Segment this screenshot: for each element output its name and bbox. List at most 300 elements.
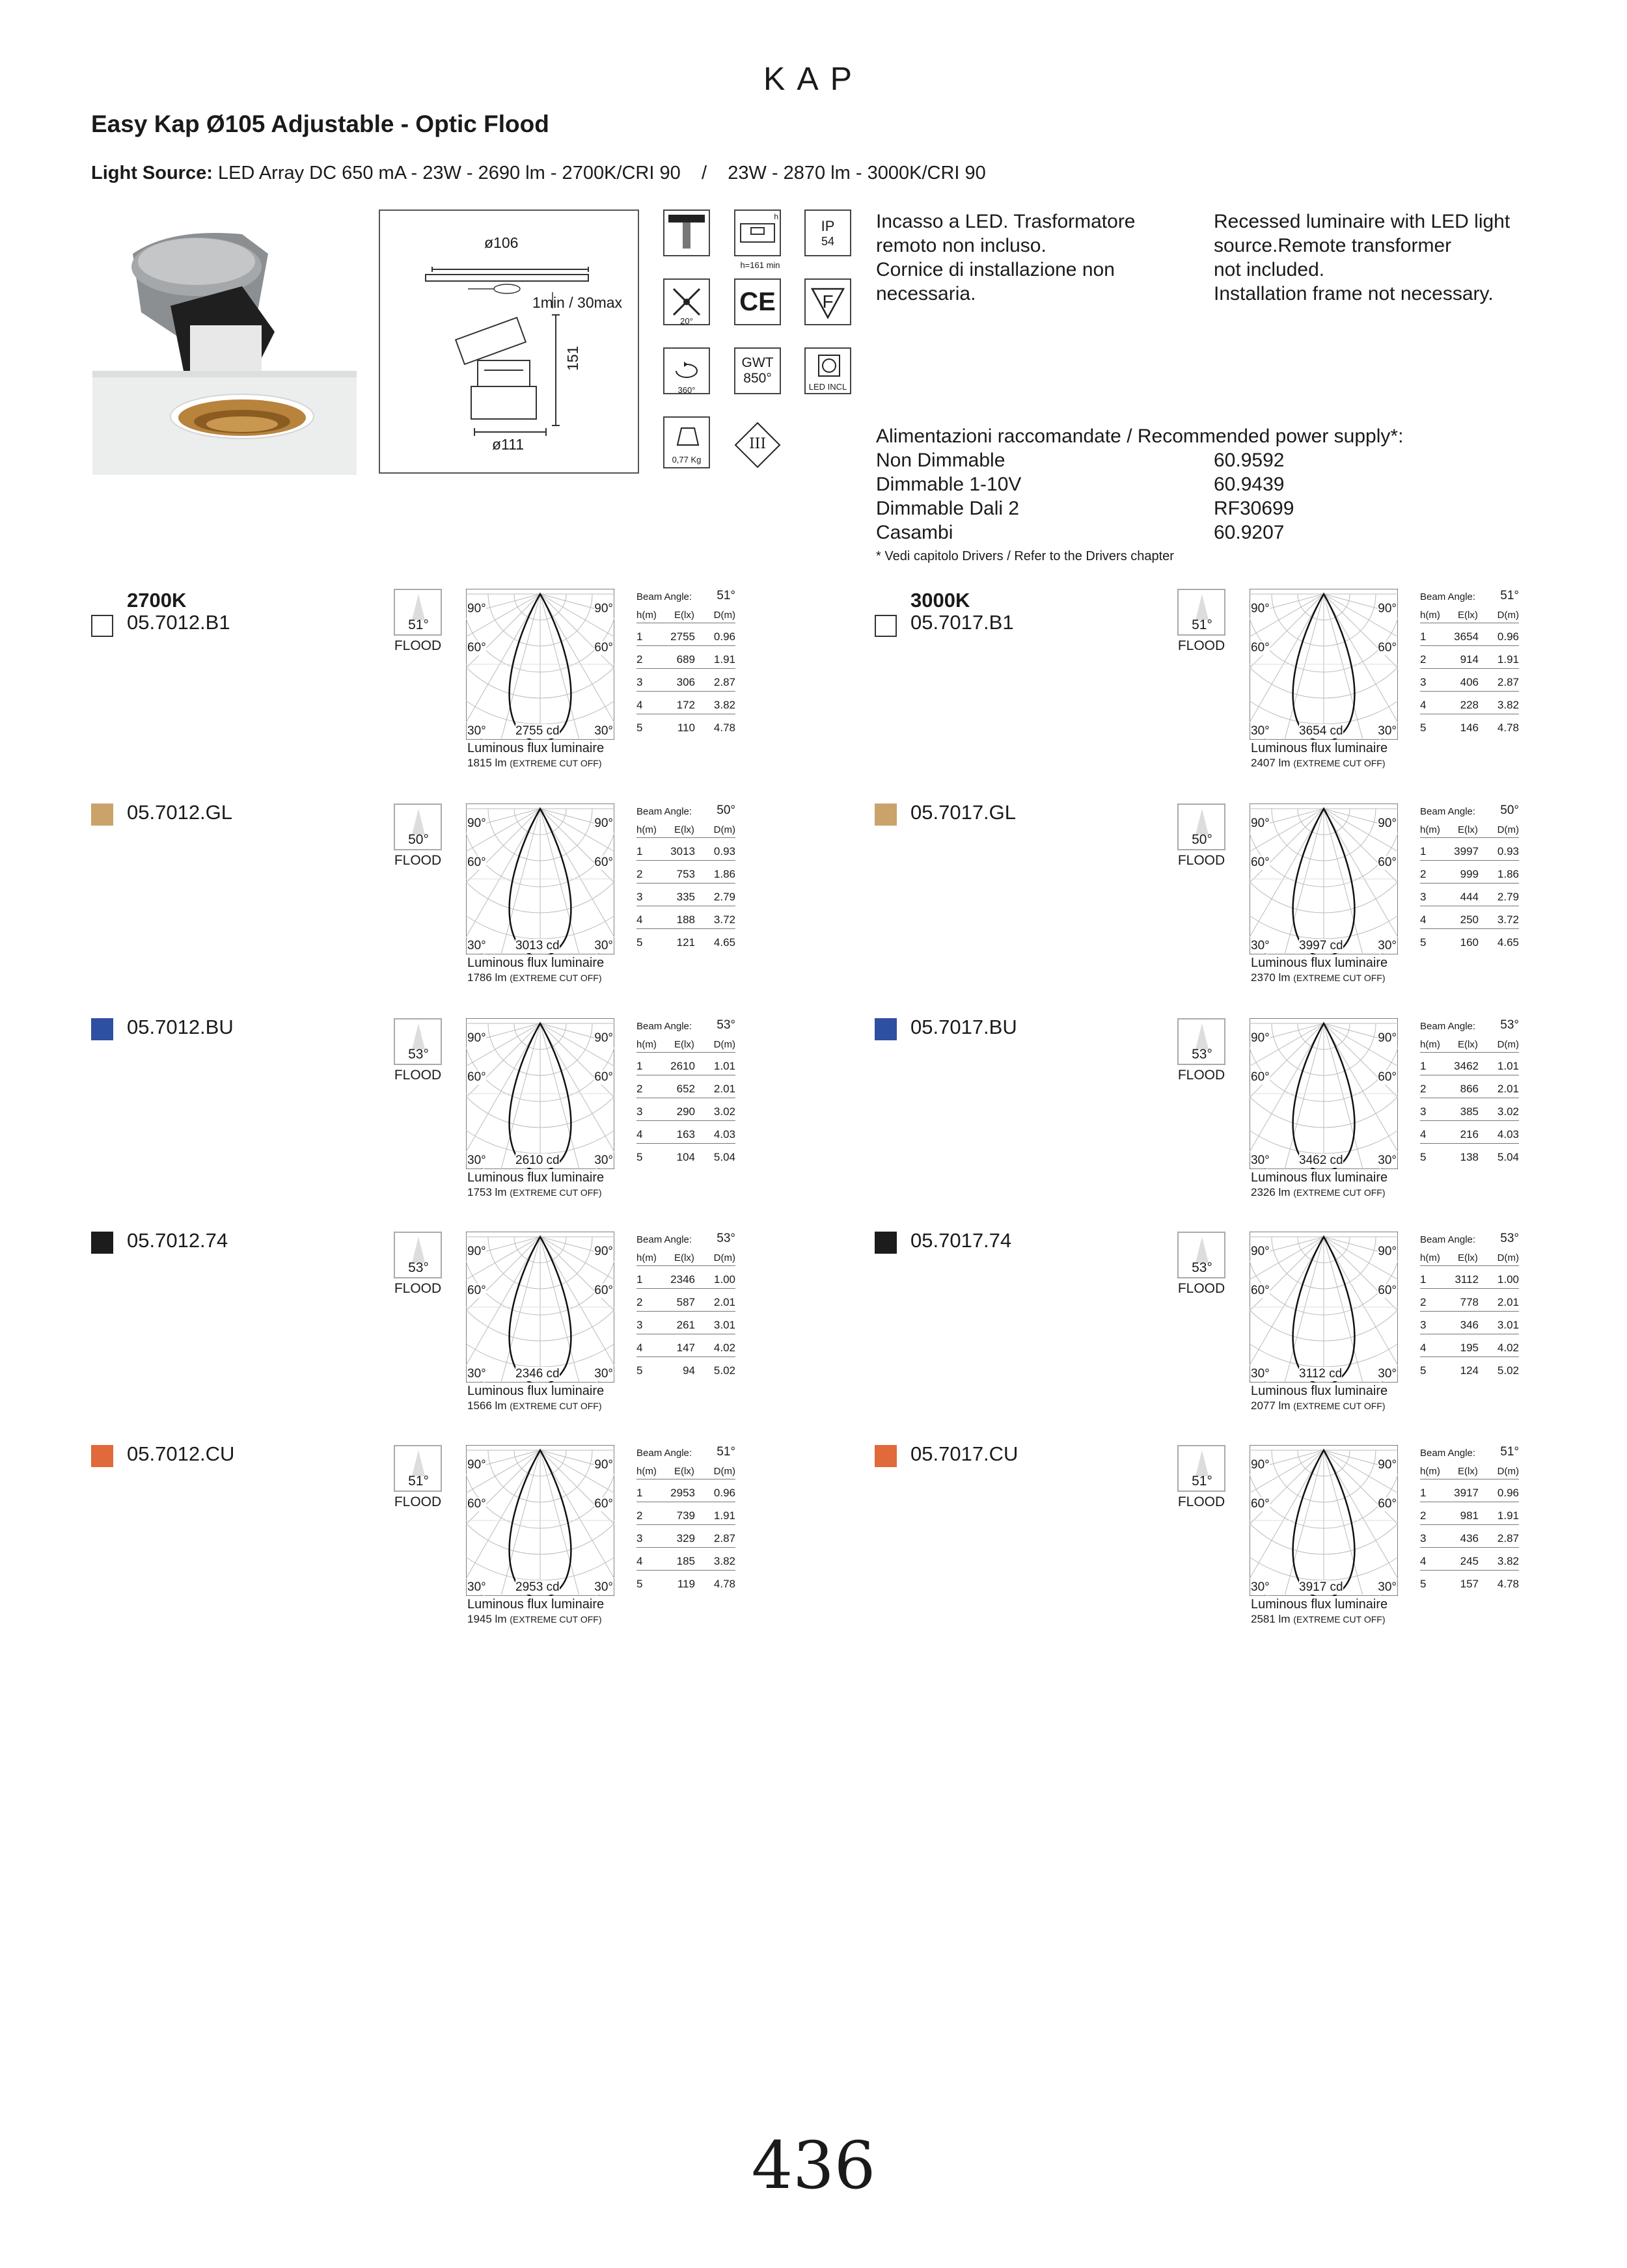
- cell-height: 1: [1420, 1060, 1427, 1072]
- polar-diagram: [1250, 1018, 1398, 1169]
- polar-diagram: [466, 1445, 614, 1596]
- luminous-flux-lm: 2326 lm: [1251, 1186, 1294, 1198]
- peak-intensity: 2755 cd: [515, 724, 560, 738]
- polar-angle-label: 60°: [594, 856, 613, 869]
- beam-angle-value: 51°: [1500, 589, 1519, 602]
- polar-angle-label: 60°: [467, 641, 486, 655]
- luminous-flux-label: Luminous flux luminaire: [1251, 1170, 1388, 1185]
- cell-diameter: 5.02: [1497, 1364, 1519, 1377]
- product-block: [91, 1229, 807, 1427]
- cell-diameter: 3.72: [1497, 913, 1519, 926]
- polar-diagram-graphic: [1250, 1445, 1398, 1596]
- flood-label: FLOOD: [394, 1281, 442, 1296]
- polar-angle-label: 90°: [467, 1031, 486, 1045]
- product-block: [91, 1018, 807, 1213]
- polar-angle-label: 60°: [1378, 641, 1397, 655]
- cell-height: 1: [1420, 1487, 1427, 1499]
- table-row: [636, 861, 735, 884]
- cell-diameter: 2.87: [713, 1532, 735, 1545]
- polar-angle-label: 90°: [1378, 817, 1397, 830]
- cell-diameter: 3.02: [1497, 1105, 1519, 1118]
- polar-diagram: [466, 1232, 614, 1383]
- cut-off-label: (EXTREME CUT OFF): [510, 1187, 602, 1198]
- finish-swatch: [875, 803, 897, 826]
- cell-illuminance: 185: [676, 1555, 695, 1567]
- cell-diameter: 2.87: [1497, 676, 1519, 688]
- beam-angle-row: [1420, 803, 1519, 819]
- product-block: [875, 1229, 1591, 1427]
- table-row: [1420, 884, 1519, 906]
- luminous-flux-value: [467, 1186, 602, 1199]
- flood-label: FLOOD: [394, 1068, 442, 1083]
- table-row: [1420, 1098, 1519, 1121]
- table-row: [636, 1266, 735, 1289]
- cell-illuminance: 146: [1460, 722, 1479, 734]
- luminous-flux-label: Luminous flux luminaire: [467, 1170, 605, 1185]
- flood-label: FLOOD: [394, 638, 442, 653]
- drawing-tilt-range: 1min / 30max: [532, 294, 623, 311]
- cell-diameter: 1.86: [713, 868, 735, 880]
- col-d-header: D(m): [1497, 1466, 1519, 1477]
- finish-swatch: [875, 1232, 897, 1254]
- polar-angle-label: 30°: [467, 939, 486, 952]
- luminous-flux-label: Luminous flux luminaire: [467, 1384, 605, 1398]
- ip-label: IP: [821, 217, 835, 234]
- beam-angle-label: Beam Angle:: [1420, 1448, 1476, 1459]
- illuminance-table: [636, 589, 735, 736]
- cell-diameter: 1.91: [1497, 1509, 1519, 1522]
- cell-illuminance: 245: [1460, 1555, 1479, 1567]
- rotation-angle-label: 360°: [677, 385, 696, 395]
- gwt-value: 850°: [743, 371, 772, 386]
- color-temperature-heading: 2700K: [127, 589, 187, 612]
- cell-diameter: 4.02: [713, 1342, 735, 1354]
- beam-cone-shape: [1196, 594, 1209, 620]
- cell-height: 4: [636, 913, 643, 926]
- tilt-angle-label: 20°: [680, 316, 693, 326]
- beam-cone-shape: [412, 1237, 425, 1263]
- product-code: 05.7012.GL: [127, 801, 233, 824]
- col-h-header: h(m): [636, 1252, 657, 1263]
- polar-angle-label: 90°: [1378, 1245, 1397, 1258]
- cell-height: 1: [636, 1273, 643, 1286]
- luminous-flux-lm: 1815 lm: [467, 757, 510, 769]
- cell-illuminance: 2953: [670, 1487, 695, 1499]
- polar-diagram-graphic: [466, 1445, 614, 1596]
- beam-angle-label: Beam Angle:: [1420, 806, 1476, 817]
- cell-height: 5: [636, 722, 643, 734]
- polar-angle-label: 90°: [594, 602, 613, 615]
- drawing-diameter-top: ø106: [484, 234, 519, 251]
- peak-intensity: 2610 cd: [515, 1154, 560, 1167]
- beam-angle-value: 53°: [1500, 1018, 1519, 1032]
- cell-height: 3: [636, 1319, 643, 1331]
- polar-angle-label: 30°: [1251, 1367, 1270, 1381]
- cut-off-label: (EXTREME CUT OFF): [1293, 758, 1386, 768]
- product-code: 05.7012.BU: [127, 1016, 234, 1038]
- beam-angle-row: [636, 1445, 735, 1461]
- cell-diameter: 1.91: [713, 1509, 735, 1522]
- cell-diameter: 0.96: [713, 1487, 735, 1499]
- polar-diagram: [1250, 1232, 1398, 1383]
- cell-illuminance: 121: [676, 936, 695, 949]
- polar-angle-label: 30°: [467, 1580, 486, 1594]
- cell-height: 3: [636, 1105, 643, 1118]
- polar-angle-label: 60°: [1251, 856, 1270, 869]
- beam-icon-angle: 53°: [408, 1260, 429, 1275]
- polar-angle-label: 30°: [467, 1367, 486, 1381]
- col-d-header: D(m): [1497, 1252, 1519, 1263]
- polar-angle-label: 60°: [1251, 641, 1270, 655]
- cell-diameter: 2.87: [713, 676, 735, 688]
- cut-off-label: (EXTREME CUT OFF): [510, 1614, 602, 1625]
- cell-illuminance: 195: [1460, 1342, 1479, 1354]
- table-row: [1420, 1334, 1519, 1357]
- cut-off-label: (EXTREME CUT OFF): [1293, 1614, 1386, 1625]
- table-header-row: [636, 1247, 735, 1266]
- beam-icon: [394, 1445, 442, 1492]
- beam-angle-label: Beam Angle:: [636, 1021, 692, 1032]
- cell-illuminance: 147: [676, 1342, 695, 1354]
- polar-angle-label: 60°: [1378, 1284, 1397, 1297]
- polar-angle-label: 60°: [467, 1284, 486, 1297]
- table-row: [1420, 929, 1519, 951]
- cell-illuminance: 652: [676, 1083, 695, 1095]
- cut-off-label: (EXTREME CUT OFF): [510, 1401, 602, 1411]
- luminous-flux-value: [467, 1399, 602, 1412]
- cell-illuminance: 2346: [670, 1273, 695, 1286]
- cell-illuminance: 3917: [1454, 1487, 1479, 1499]
- beam-angle-row: [1420, 1232, 1519, 1247]
- beam-icon: [394, 1018, 442, 1065]
- luminous-flux-label: Luminous flux luminaire: [1251, 1384, 1388, 1398]
- polar-angle-label: 30°: [1251, 1154, 1270, 1167]
- cell-diameter: 3.82: [713, 1555, 735, 1567]
- beam-angle-label: Beam Angle:: [636, 1234, 692, 1245]
- cell-height: 2: [1420, 1083, 1427, 1095]
- polar-angle-label: 30°: [1251, 939, 1270, 952]
- table-row: [1420, 1357, 1519, 1379]
- product-block: [875, 1018, 1591, 1213]
- power-supply-item-label: Casambi: [876, 522, 953, 543]
- beam-icon-angle: 50°: [1192, 832, 1212, 847]
- col-h-header: h(m): [1420, 1252, 1440, 1263]
- col-d-header: D(m): [713, 1252, 735, 1263]
- table-header-row: [1420, 1247, 1519, 1266]
- power-supply-note: * Vedi capitolo Drivers / Refer to the Drivers chapter: [876, 549, 1174, 563]
- col-e-header: E(lx): [674, 1466, 694, 1477]
- beam-cone-shape: [1196, 1450, 1209, 1476]
- product-code: 05.7012.B1: [127, 611, 230, 634]
- table-header-row: [1420, 604, 1519, 623]
- product-title: Easy Kap Ø105 Adjustable - Optic Flood: [91, 111, 549, 137]
- polar-diagram: [1250, 1445, 1398, 1596]
- page-number: 436: [751, 2127, 876, 2204]
- cell-diameter: 2.01: [1497, 1296, 1519, 1308]
- cut-off-label: (EXTREME CUT OFF): [510, 758, 602, 768]
- table-row: [1420, 1548, 1519, 1571]
- cell-height: 4: [636, 699, 643, 711]
- polar-angle-label: 30°: [594, 1367, 613, 1381]
- power-supply-item-code: RF30699: [1214, 498, 1294, 519]
- weight-label: 0,77 Kg: [672, 455, 702, 465]
- peak-intensity: 3013 cd: [515, 939, 560, 952]
- luminous-flux-value: [1251, 1186, 1386, 1199]
- beam-angle-value: 53°: [1500, 1232, 1519, 1245]
- illuminance-table: [1420, 1018, 1519, 1166]
- peak-intensity: 3112 cd: [1299, 1367, 1343, 1381]
- table-header-row: [636, 604, 735, 623]
- table-row: [1420, 1502, 1519, 1525]
- cell-height: 4: [1420, 699, 1427, 711]
- table-row: [636, 692, 735, 714]
- cell-height: 3: [636, 1532, 643, 1545]
- cell-height: 3: [1420, 1532, 1427, 1545]
- table-row: [636, 1144, 735, 1166]
- peak-intensity: 2953 cd: [515, 1580, 560, 1594]
- ce-mark-icon: CE: [734, 278, 781, 325]
- polar-angle-label: 90°: [1378, 1031, 1397, 1045]
- luminous-flux-label: Luminous flux luminaire: [467, 741, 605, 755]
- beam-cone-shape: [412, 1023, 425, 1049]
- table-row: [636, 1289, 735, 1312]
- product-code: 05.7012.CU: [127, 1442, 235, 1465]
- polar-angle-label: 60°: [1251, 1070, 1270, 1084]
- luminous-flux-value: [1251, 1399, 1386, 1412]
- col-e-header: E(lx): [674, 610, 694, 621]
- cell-illuminance: 999: [1460, 868, 1479, 880]
- cell-height: 5: [636, 1578, 643, 1590]
- cell-diameter: 3.72: [713, 913, 735, 926]
- cell-illuminance: 329: [676, 1532, 695, 1545]
- cell-illuminance: 335: [676, 891, 695, 903]
- polar-angle-label: 90°: [594, 817, 613, 830]
- cell-illuminance: 172: [676, 699, 695, 711]
- cell-height: 2: [636, 1296, 643, 1308]
- cell-diameter: 2.87: [1497, 1532, 1519, 1545]
- col-d-header: D(m): [1497, 824, 1519, 835]
- power-supply-heading: Alimentazioni raccomandate / Recommended power supply*:: [876, 425, 1404, 447]
- cell-diameter: 4.02: [1497, 1342, 1519, 1354]
- product-code: 05.7012.74: [127, 1229, 228, 1252]
- polar-angle-label: 90°: [467, 602, 486, 615]
- polar-angle-label: 30°: [594, 939, 613, 952]
- flood-label: FLOOD: [1177, 853, 1225, 868]
- cell-illuminance: 261: [676, 1319, 695, 1331]
- cell-diameter: 2.01: [713, 1083, 735, 1095]
- finish-swatch: [91, 615, 113, 637]
- cell-illuminance: 94: [683, 1364, 695, 1377]
- peak-intensity: 3462 cd: [1299, 1154, 1343, 1167]
- illuminance-table: [636, 803, 735, 951]
- polar-diagram: [466, 1018, 614, 1169]
- col-h-header: h(m): [636, 1466, 657, 1477]
- description-english: Recessed luminaire with LED light source.Remote transformer not included. Installation frame not necessary.: [1214, 211, 1511, 304]
- cell-height: 2: [1420, 868, 1427, 880]
- beam-angle-value: 51°: [1500, 1445, 1519, 1459]
- polar-angle-label: 60°: [1378, 1070, 1397, 1084]
- polar-angle-label: 90°: [467, 1458, 486, 1472]
- beam-angle-label: Beam Angle:: [636, 806, 692, 817]
- polar-angle-label: 60°: [594, 1070, 613, 1084]
- cell-height: 4: [1420, 1342, 1427, 1354]
- product-code: 05.7017.GL: [910, 801, 1017, 824]
- cell-illuminance: 138: [1460, 1151, 1479, 1163]
- polar-angle-label: 60°: [467, 1497, 486, 1511]
- beam-icon-angle: 51°: [408, 1474, 429, 1489]
- luminous-flux-value: [1251, 1613, 1386, 1626]
- cell-height: 5: [1420, 1151, 1427, 1163]
- polar-angle-label: 30°: [1378, 1154, 1397, 1167]
- col-h-header: h(m): [1420, 1466, 1440, 1477]
- cell-diameter: 3.82: [713, 699, 735, 711]
- product-block: [91, 803, 807, 999]
- cell-height: 3: [636, 891, 643, 903]
- table-row: [1420, 906, 1519, 929]
- polar-diagram: [466, 589, 614, 740]
- flood-label: FLOOD: [394, 853, 442, 868]
- cell-illuminance: 346: [1460, 1319, 1479, 1331]
- beam-angle-value: 51°: [717, 589, 735, 602]
- finish-swatch: [875, 615, 897, 637]
- polar-diagram-graphic: [466, 803, 614, 954]
- light-source-text: LED Array DC 650 mA - 23W - 2690 lm - 2700K/CRI 90 / 23W - 2870 lm - 3000K/CRI 90: [212, 163, 986, 183]
- cell-height: 3: [1420, 1319, 1427, 1331]
- table-header-row: [636, 819, 735, 838]
- luminous-flux-value: [467, 757, 602, 770]
- beam-cone-shape: [412, 594, 425, 620]
- product-block: [875, 1442, 1591, 1640]
- illuminance-table: [1420, 1232, 1519, 1379]
- cut-off-label: (EXTREME CUT OFF): [1293, 1401, 1386, 1411]
- beam-cone-shape: [412, 809, 425, 835]
- cell-illuminance: 306: [676, 676, 695, 688]
- peak-intensity: 3917 cd: [1299, 1580, 1343, 1594]
- col-h-header: h(m): [1420, 1039, 1440, 1050]
- table-row: [1420, 669, 1519, 692]
- beam-icon-angle: 51°: [1192, 617, 1212, 632]
- table-row: [1420, 1525, 1519, 1548]
- table-row: [1420, 1053, 1519, 1075]
- table-row: [636, 1098, 735, 1121]
- col-e-header: E(lx): [674, 1039, 694, 1050]
- cell-diameter: 3.82: [1497, 699, 1519, 711]
- cell-height: 2: [636, 653, 643, 666]
- table-row: [636, 1548, 735, 1571]
- height-min-label: h=161 min: [740, 260, 780, 270]
- table-row: [1420, 1075, 1519, 1098]
- cell-illuminance: 188: [676, 913, 695, 926]
- beam-angle-row: [636, 1232, 735, 1247]
- cell-height: 2: [1420, 1296, 1427, 1308]
- luminous-flux-value: [1251, 971, 1386, 984]
- led-included-label: LED INCL: [808, 382, 847, 392]
- beam-angle-label: Beam Angle:: [1420, 591, 1476, 602]
- cell-diameter: 4.03: [713, 1128, 735, 1141]
- cell-diameter: 3.82: [1497, 1555, 1519, 1567]
- polar-diagram-graphic: [466, 589, 614, 740]
- power-supply-item-code: 60.9439: [1214, 474, 1285, 495]
- beam-icon: [1177, 803, 1225, 850]
- polar-angle-label: 30°: [1378, 1367, 1397, 1381]
- table-header-row: [1420, 1034, 1519, 1053]
- beam-icon: [1177, 1018, 1225, 1065]
- cell-height: 4: [636, 1342, 643, 1354]
- col-e-header: E(lx): [674, 824, 694, 835]
- cell-height: 5: [1420, 1364, 1427, 1377]
- polar-angle-label: 90°: [1251, 817, 1270, 830]
- beam-angle-label: Beam Angle:: [1420, 1234, 1476, 1245]
- cell-illuminance: 689: [676, 653, 695, 666]
- illuminance-table: [1420, 589, 1519, 736]
- polar-angle-label: 60°: [467, 1070, 486, 1084]
- luminous-flux-lm: 1753 lm: [467, 1186, 510, 1198]
- cell-height: 2: [636, 1083, 643, 1095]
- cell-diameter: 0.93: [1497, 845, 1519, 857]
- col-e-header: E(lx): [1458, 1039, 1478, 1050]
- beam-angle-value: 50°: [717, 803, 735, 817]
- cell-illuminance: 753: [676, 868, 695, 880]
- drawing-diameter-bottom: ø111: [492, 436, 525, 453]
- polar-diagram-graphic: [1250, 589, 1398, 740]
- polar-angle-label: 90°: [1378, 602, 1397, 615]
- beam-icon-angle: 53°: [408, 1047, 429, 1062]
- cell-illuminance: 3654: [1454, 630, 1479, 643]
- peak-intensity: 2346 cd: [515, 1367, 560, 1381]
- cell-height: 1: [1420, 630, 1427, 643]
- power-supply-item-code: 60.9592: [1214, 450, 1285, 471]
- cell-height: 5: [636, 1151, 643, 1163]
- cell-illuminance: 406: [1460, 676, 1479, 688]
- brand-heading: KAP: [763, 61, 864, 97]
- cell-illuminance: 104: [676, 1151, 695, 1163]
- luminous-flux-value: [467, 971, 602, 984]
- beam-angle-value: 51°: [717, 1445, 735, 1459]
- product-code: 05.7017.CU: [910, 1442, 1019, 1465]
- peak-intensity: 3997 cd: [1299, 939, 1343, 952]
- finish-swatch: [91, 1232, 113, 1254]
- cell-height: 5: [636, 1364, 643, 1377]
- table-header-row: [636, 1461, 735, 1479]
- class-iii-label: III: [748, 436, 767, 452]
- polar-angle-label: 90°: [467, 1245, 486, 1258]
- cell-illuminance: 444: [1460, 891, 1479, 903]
- power-supply-item-label: Non Dimmable: [876, 450, 1005, 471]
- cell-diameter: 0.96: [1497, 630, 1519, 643]
- cell-illuminance: 3462: [1454, 1060, 1479, 1072]
- cell-illuminance: 2755: [670, 630, 695, 643]
- polar-diagram-graphic: [1250, 1018, 1398, 1169]
- cell-illuminance: 216: [1460, 1128, 1479, 1141]
- cell-diameter: 5.02: [713, 1364, 735, 1377]
- polar-angle-label: 90°: [467, 817, 486, 830]
- table-row: [636, 1479, 735, 1502]
- polar-angle-label: 30°: [1378, 1580, 1397, 1594]
- polar-angle-label: 90°: [1251, 1245, 1270, 1258]
- product-code: 05.7017.74: [910, 1229, 1012, 1252]
- cell-height: 2: [1420, 1509, 1427, 1522]
- cell-illuminance: 866: [1460, 1083, 1479, 1095]
- polar-angle-label: 90°: [1251, 1458, 1270, 1472]
- cell-height: 4: [636, 1128, 643, 1141]
- luminous-flux-value: [1251, 757, 1386, 770]
- finish-swatch: [91, 1445, 113, 1467]
- polar-angle-label: 90°: [1378, 1458, 1397, 1472]
- polar-diagram-graphic: [466, 1232, 614, 1383]
- color-temperature-heading: 3000K: [910, 589, 970, 612]
- polar-angle-label: 30°: [1378, 939, 1397, 952]
- drawing-height: 151: [564, 345, 581, 371]
